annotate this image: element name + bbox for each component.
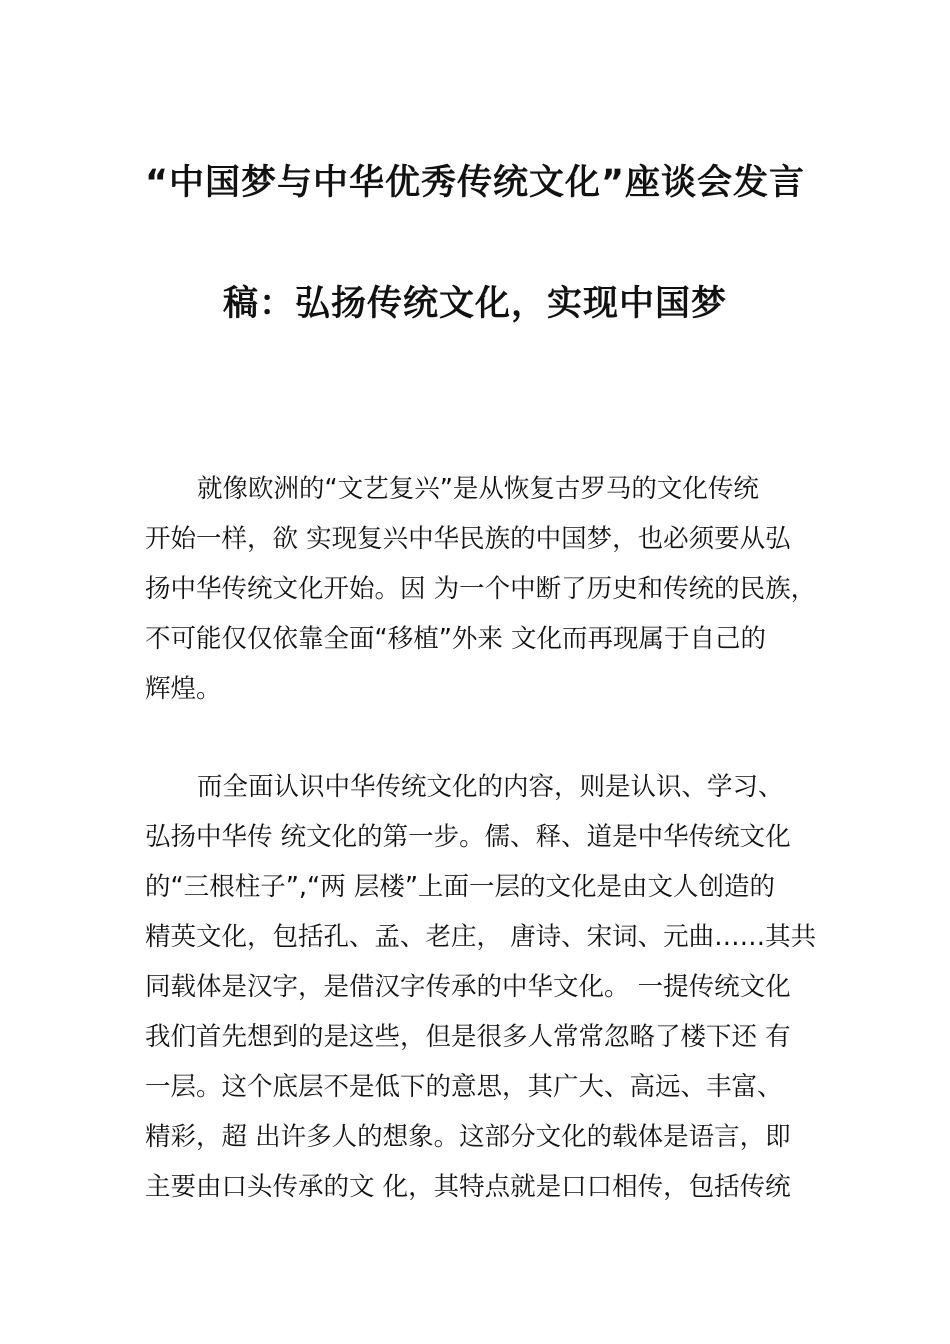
document-title-line-1: “中国梦与中华优秀传统文化”座谈会发言 (144, 163, 805, 203)
paragraph-1-line-2: 开始一样，欲 实现复兴中华民族的中国梦，也必须要从弘 (145, 524, 791, 554)
paragraph-1-line-1: 就像欧洲的“文艺复兴”是从恢复古罗马的文化传统 (197, 474, 759, 504)
paragraph-1-line-3: 扬中华传统文化开始。因 为一个中断了历史和传统的民族， (145, 574, 817, 604)
paragraph-2-line-7: 一层。这个底层不是低下的意思，其广大、高远、丰富、 (145, 1072, 783, 1102)
paragraph-2-line-9: 主要由口头传承的文 化，其特点就是口口相传，包括传统 (145, 1172, 791, 1202)
paragraph-2-line-2: 弘扬中华传 统文化的第一步。儒、释、道是中华传统文化 (145, 822, 791, 852)
paragraph-1-line-5: 辉煌。 (145, 674, 222, 704)
paragraph-2-line-1: 而全面认识中华传统文化的内容，则是认识、学习、 (197, 772, 784, 802)
paragraph-2-line-8: 精彩，超 出许多人的想象。这部分文化的载体是语言，即 (145, 1122, 791, 1152)
paragraph-2-line-4: 精英文化，包括孔、孟、老庄， 唐诗、宋词、元曲……其共 (145, 922, 817, 952)
paragraph-2-line-6: 我们首先想到的是这些，但是很多人常常忽略了楼下还 有 (145, 1022, 791, 1052)
paragraph-2-line-5: 同载体是汉字，是借汉字传承的中华文化。 一提传统文化 (145, 972, 791, 1002)
paragraph-2-line-3: 的“三根柱子”,“两 层楼”上面一层的文化是由文人创造的 (145, 872, 776, 902)
document-title-line-2: 稿：弘扬传统文化，实现中国梦 (222, 284, 727, 324)
paragraph-1-line-4: 不可能仅仅依靠全面“移植”外来 文化而再现属于自己的 (145, 624, 767, 654)
